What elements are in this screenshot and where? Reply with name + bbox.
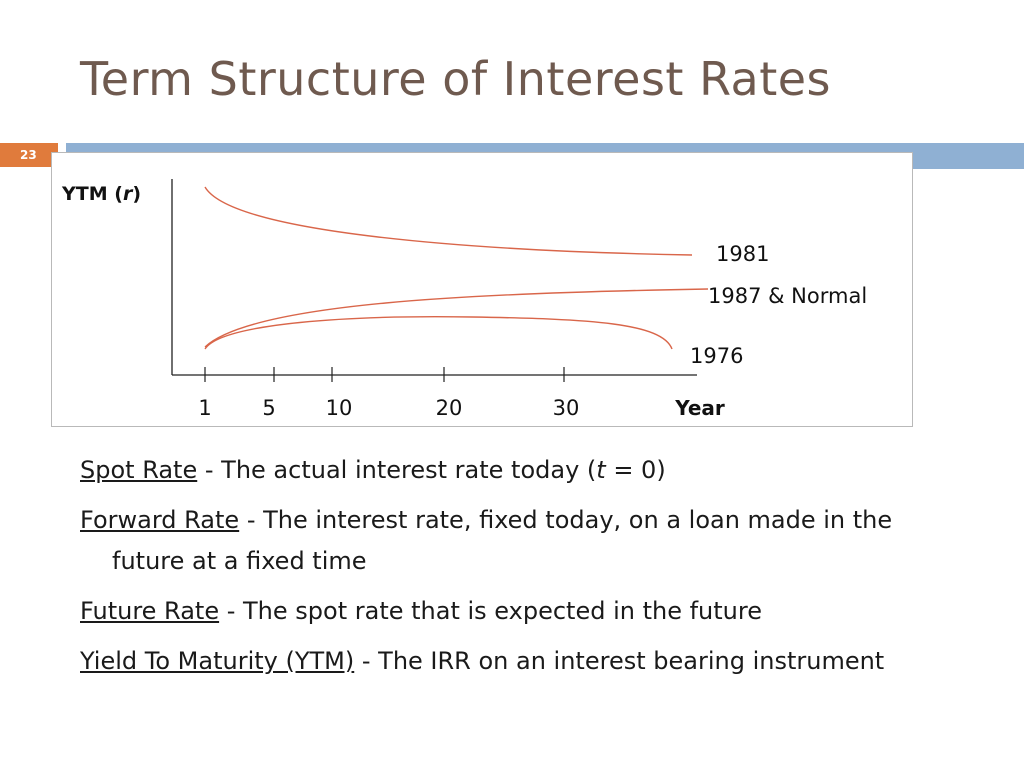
definition-text: - The spot rate that is expected in the future [219, 597, 762, 625]
definition-variable: t [596, 456, 606, 484]
series-label: 1976 [690, 344, 744, 368]
series-line [205, 187, 692, 255]
x-tick-label: 1 [198, 396, 212, 420]
term-ytm: Yield To Maturity (YTM) [80, 647, 355, 675]
y-axis-label: YTM (r) [62, 183, 141, 205]
definition-text-end: = 0) [605, 456, 666, 484]
slide-number-badge: 23 [0, 143, 58, 167]
x-tick-label: 10 [325, 396, 353, 420]
series-label: 1987 & Normal [708, 284, 868, 308]
x-axis-label: Year [675, 396, 725, 420]
series-line [205, 317, 672, 349]
x-tick-label: 30 [552, 396, 580, 420]
slide-title: Term Structure of Interest Rates [80, 52, 832, 106]
definition-text: - The IRR on an interest bearing instrument [354, 647, 885, 675]
definition-ytm [80, 641, 960, 682]
term-future-rate: Future Rate [80, 597, 220, 625]
definition-spot-rate [80, 450, 960, 491]
definitions-list [80, 450, 960, 691]
series-line [205, 289, 708, 347]
definition-future-rate [80, 591, 960, 632]
definition-text: - The actual interest rate today ( [197, 456, 597, 484]
definition-text: - The interest rate, fixed today, on a loan made in the future at a fixed time [112, 506, 893, 575]
definition-forward-rate [80, 500, 960, 582]
term-structure-chart [51, 152, 913, 427]
chart-canvas [52, 153, 914, 428]
term-forward-rate: Forward Rate [80, 506, 240, 534]
term-spot-rate: Spot Rate [80, 456, 198, 484]
x-tick-label: 20 [435, 396, 463, 420]
x-tick-label: 5 [262, 396, 276, 420]
series-label: 1981 [716, 242, 770, 266]
